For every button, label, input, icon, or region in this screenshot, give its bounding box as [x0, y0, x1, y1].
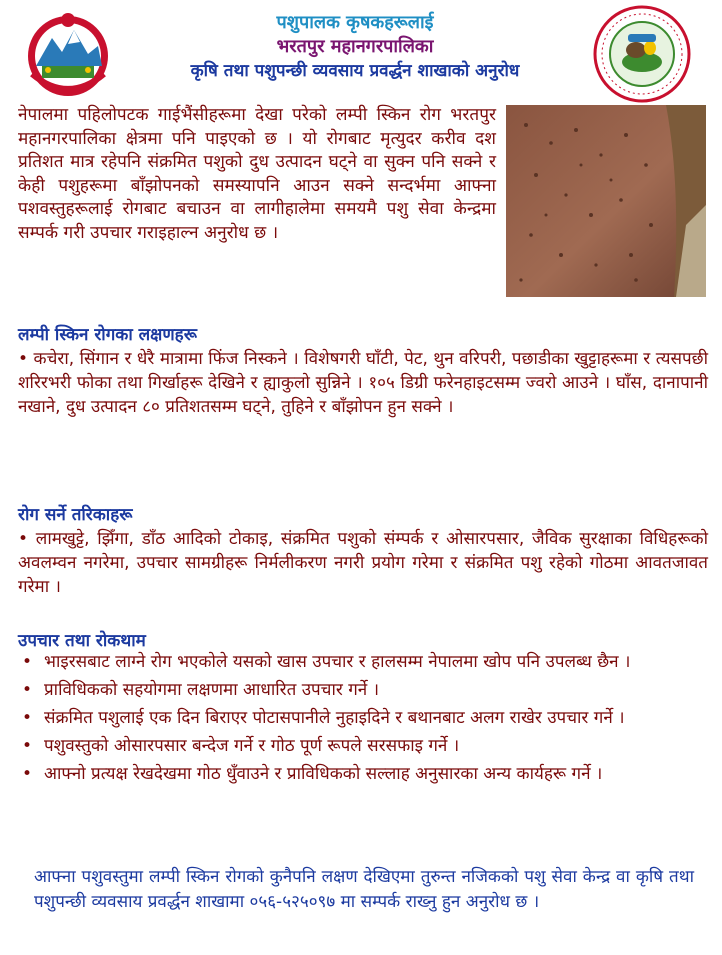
list-item [18, 650, 698, 674]
livestock-section-logo [592, 4, 692, 104]
bullet-icon: • [22, 764, 33, 784]
header-municipality: भरतपुर महानगरपालिका [276, 36, 434, 57]
header-title-farmers: पशुपालक कृषकहरूलाई [276, 12, 434, 33]
symptoms-text: • कचेरा, सिंगान र धेरै मात्रामा फिंज निस्कने । विशेषगरी घाँटी, पेट, थुन वरिपरी, पछाडीका खुट्टाहरूमा र त्यसपछी शरिरभरी फोका तथा गिर्खाहरू देखिने र ह्याकुलो सुन्निने । १०५ डिग्री फरेनहाइटसम्म ज्वरो आउने । घाँस, दानापानी नखाने, दुध उत्पादन ८० प्रतिशतसम्म घट्ने, तुहिने र बाँझोपन हुन सक्ने । [18, 349, 708, 417]
list-item [18, 734, 698, 758]
spread-text: • लामखुट्टे, झिँगा, डाँठ आदिको टोकाइ, संक्रमित पशुको संम्पर्क र ओसारपसार, जैविक सुरक्षाका विधिहरूको अवलम्वन नगरेमा, उपचार सामग्रीहरू निर्मलीकरण नगरी प्रयोग गरेमा र संक्रमित पशु रहेको गोठमा आवतजावत गरेमा । [18, 529, 708, 597]
treatment-item-text: पशुवस्तुको ओसारपसार बन्देज गर्ने र गोठ पूर्ण रूपले सरसफाइ गर्ने । [44, 736, 460, 756]
symptoms-heading: लम्पी स्किन रोगका लक्षणहरू [18, 325, 197, 345]
closing-request: आफ्ना पशुवस्तुमा लम्पी स्किन रोगको कुनैपनि लक्षण देखिएमा तुरुन्त नजिकको पशु सेवा केन्द्र वा कृषि तथा पशुपन्छी व्यवसाय प्रवर्द्धन शाखामा ०५६-५२५०९७ मा सम्पर्क राख्नु हुन अनुरोध छ । [34, 867, 694, 912]
list-item [18, 762, 698, 786]
bullet-icon: • [22, 680, 33, 700]
intro-paragraph: नेपालमा पहिलोपटक गाईभैंसीहरूमा देखा परेको लम्पी स्किन रोग भरतपुर महानगरपालिका क्षेत्रमा पनि पाइएको छ । यो रोगबाट मृत्युदर करीव दश प्रतिशत मात्र रहेपनि संक्रमित पशुको दुध उत्पादन घट्ने वा सुक्न पनि सक्ने र केही पशुहरूमा बाँझोपनको समस्यापनि आउन सक्ने सन्दर्भमा आफ्ना पशवस्तुहरूलाई रोगबाट बचाउन वा लागीहालेमा समयमै पशु सेवा केन्द्रमा सम्पर्क गरी उपचार गराइहाल्न अनुरोध छ । [18, 105, 496, 243]
treatment-item-text: संक्रमित पशुलाई एक दिन बिराएर पोटासपानीले नुहाइदिने र बथानबाट अलग राखेर उपचार गर्ने । [44, 708, 625, 728]
treatment-list [18, 650, 698, 790]
treatment-item-text: आफ्नो प्रत्यक्ष रेखदेखमा गोठ धुँवाउने र प्राविधिकको सल्लाह अनुसारका अन्य कार्यहरू गर्ने । [44, 764, 603, 784]
treatment-heading: उपचार तथा रोकथाम [18, 631, 146, 651]
nepal-emblem-logo [22, 8, 114, 104]
treatment-item-text: प्राविधिकको सहयोगमा लक्षणमा आधारित उपचार गर्ने । [44, 680, 380, 700]
treatment-item-text: भाइरसबाट लाग्ने रोग भएकोले यसको खास उपचार र हालसम्म नेपालमा खोप पनि उपलब्ध छैन । [44, 652, 631, 672]
list-item [18, 678, 698, 702]
spread-heading: रोग सर्ने तरिकाहरू [18, 505, 133, 525]
header-section-request: कृषि तथा पशुपन्छी व्यवसाय प्रवर्द्धन शाखाको अनुरोध [190, 61, 520, 81]
bullet-icon: • [22, 736, 33, 756]
cow-skin-lesion-photo [506, 105, 706, 297]
bullet-icon: • [22, 652, 33, 672]
bullet-icon: • [22, 708, 33, 728]
list-item [18, 706, 698, 730]
